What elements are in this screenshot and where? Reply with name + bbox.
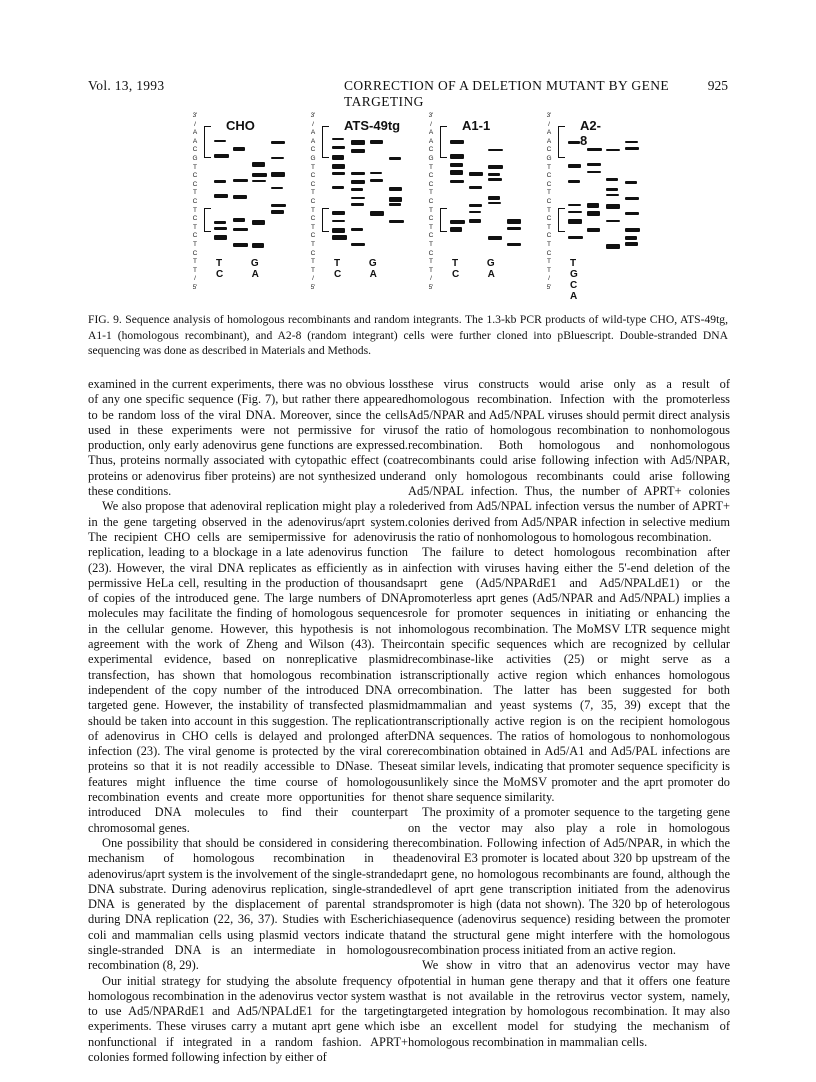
paragraph: The failure to detect homologous recombination after infection with viruses having either the 5'-end deletion of the aprt gene (Ad5/NPARdE1 and Ad5/NPALdE1) or the promoterless aprt genes (Ad5/NPAR and Ad5/NPAL) implies a role for promoter sequences in initiating or enhancing the homologous recombination. The MoMSV LTR sequence might contain specific sequences which are recognized by cellular recombinase-like activities (25) or might serve as a transcriptionally active region which enhances homologous recombination. The latter has been suggested for both mammalian and yeast systems (7, 35, 39) except that the transcriptionally active region is on the recipient homologous DNA sequences. The ratios of homologous to nonhomologous recombination obtained in Ad5/A1 and Ad5/PAL infections are at similar levels, indicating that promoter sequence specificity is unlikely since the MoMSV promoter and the aprt promoter do not share sequence similarity. <box>408 545 730 805</box>
gel-band <box>271 210 284 213</box>
gel-band <box>469 211 481 213</box>
gel-band <box>214 194 228 197</box>
gel-band <box>271 204 286 206</box>
gel-band <box>389 157 401 161</box>
sequence-bracket <box>322 126 329 158</box>
gel-band <box>488 165 503 169</box>
gel-band <box>625 242 638 245</box>
gel-band <box>332 220 345 222</box>
gel-band <box>214 227 227 231</box>
gel-band <box>332 228 345 233</box>
gel-band <box>389 203 401 206</box>
gel-band <box>214 140 226 143</box>
gel-panel <box>308 112 420 304</box>
sequence-bracket <box>558 126 565 158</box>
gel-band <box>233 179 248 182</box>
gel-band <box>587 228 600 233</box>
gel-band <box>606 244 620 248</box>
gel-band <box>625 181 637 184</box>
sequence-bracket <box>322 208 329 232</box>
gel-band <box>568 164 581 168</box>
gel-band <box>625 141 638 144</box>
paragraph: We show in vitro that an adenovirus vector may have potential in human gene therapy and that it offers one feature that is not available in the retrovirus vector system, namely, targeted integration by homologous recombination. It may also be an excellent model for studying the mechanism of homologous recombination in mammalian cells. <box>408 958 730 1049</box>
gel-band <box>568 141 580 144</box>
gel-band <box>271 187 283 189</box>
lane-labels: T G C A <box>334 258 390 280</box>
gel-band <box>488 178 502 181</box>
gel-band <box>271 141 285 144</box>
paragraph: We also propose that adenoviral replication might play a role in the gene targeting observed in the adenovirus/aprt system. The recipient CHO cells are semipermissive for adenovirus replication, leading to a blockage in a late adenovirus function (23). However, the viral DNA replicates as efficiently as in a permissive HeLa cell, resulting in the production of thousands of copies of the introduced gene. The large numbers of DNA molecules may facilitate the finding of homologous sequences in the cellular genome. However, this hypothesis is not in agreement with the work of Zheng and Wilson (43). Their experimental evidence, based on nonreplicative plasmid transfection, has shown that homologous recombination is independent of the copy number of the introduced DNA or targeted gene. However, the instability of transfected plasmid should be taken into account in this suggestion. The replication of adenovirus in CHO cells is delayed and prolonged after infection (23). The viral genome is protected by the viral core proteins so that it is not readily accessible to DNase. These features might influence the time course of homologous recombination events and create more opportunities for the introduced DNA molecules to find their counterpart chromosomal genes. <box>88 499 408 835</box>
gel-band <box>469 219 481 223</box>
sequence-bracket <box>204 126 211 158</box>
gel-band <box>568 204 581 206</box>
gel-band <box>332 138 344 140</box>
gel-band <box>450 140 464 144</box>
gel-band <box>332 164 345 169</box>
gel-band <box>568 180 580 183</box>
gel-band <box>351 197 365 199</box>
gel-band <box>332 146 345 148</box>
gel-band <box>606 204 620 209</box>
paragraph: Our initial strategy for studying the absolute frequency of homologous recombination in the adenovirus vector system was to use Ad5/NPARdE1 and Ad5/NPALdE1 for the targeting experiments. These viruses carry a mutant aprt gene which is nonfunctional if integrated in a random fashion. APRT+ colonies formed following infection by either of <box>88 973 408 1065</box>
gel-band <box>507 243 521 246</box>
gel-band <box>332 155 344 159</box>
paragraph: these virus constructs would arise only as a result of homologous recombination. Infection with the promoterless Ad5/NPAR and Ad5/NPAL viruses should permit direct analysis of the ratio of homologous recombination to nonhomologous recombination. Both homologous and nonhomologous recombinants could arise following infection with Ad5/NPAR, and only homologous recombinants could arise following Ad5/NPAL infection. Thus, the number of APRT+ colonies derived from Ad5/NPAL infection versus the number of APRT+ colonies derived from Ad5/NPAR infection in selective medium is the ratio of nonhomologous to homologous recombination. <box>408 377 730 544</box>
gel-band <box>450 227 462 232</box>
gel-band <box>625 197 639 200</box>
sequence-readout: 3' / A A C G T C C T C T C T C T C T T / 5' <box>310 112 316 291</box>
lane-labels: T G C A <box>216 258 272 280</box>
gel-band <box>233 228 248 231</box>
gel-band <box>252 162 265 166</box>
gel-band <box>351 228 363 231</box>
gel-band <box>568 236 583 239</box>
journal-volume: Vol. 13, 1993 <box>88 78 165 93</box>
right-text-column <box>408 377 730 1050</box>
panel-title: ATS-49tg <box>344 118 401 133</box>
gel-band <box>625 212 639 216</box>
gel-band <box>370 211 384 216</box>
gel-band <box>568 219 582 223</box>
sequence-readout: 3' / A A C G T C C T C T C T C T C T T / 5' <box>192 112 198 291</box>
page-number: 925 <box>707 78 728 93</box>
gel-band <box>233 218 245 221</box>
paragraph: One possibility that should be considered in considering the mechanism of homologous recombination in the adenovirus/aprt system is the involvement of the single-stranded DNA substrate. During adenovirus replication, single-stranded DNA is generated by the displacement of parental strands during DNA replication (22, 36, 37). Studies with Escherichia coli and mammalian cells using plasmid vectors indicate that single-stranded DNA is an intermediate in homologous recombination (8, 29). <box>88 835 408 973</box>
gel-band <box>587 171 601 173</box>
gel-band <box>214 221 226 224</box>
paragraph: examined in the current experiments, there was no obvious loss of any one specific sequence (Fig. 7), but rather there appeared to be random loss of the viral DNA. Moreover, since the cells used in these experiments were not permissive for virus production, only early adenovirus gene functions are expressed. Thus, proteins normally associated with cytopathic effect (coat proteins or adenovirus fiber proteins) are not synthesized under these conditions. <box>88 377 408 499</box>
gel-band <box>450 180 464 184</box>
gel-band <box>606 188 618 191</box>
gel-band <box>252 220 265 225</box>
gel-band <box>214 180 226 183</box>
gel-band <box>351 140 365 145</box>
gel-band <box>625 236 637 240</box>
sequence-bracket <box>558 208 565 232</box>
gel-band <box>587 163 601 167</box>
gel-band <box>351 243 365 246</box>
gel-band <box>214 235 227 240</box>
lane-labels: T G C A <box>452 258 508 280</box>
gel-panel <box>544 112 608 304</box>
lane-labels: T G C A <box>570 258 591 302</box>
gel-band <box>625 147 639 150</box>
gel-band <box>233 195 247 199</box>
sequence-bracket <box>204 208 211 232</box>
gel-band <box>351 149 365 153</box>
gel-band <box>332 235 347 240</box>
gel-panel <box>426 112 538 304</box>
gel-band <box>488 149 503 152</box>
gel-band <box>389 220 404 223</box>
gel-band <box>351 172 365 175</box>
gel-band <box>450 163 463 167</box>
gel-band <box>606 194 619 196</box>
gel-band <box>370 140 383 144</box>
sequence-bracket <box>440 208 447 232</box>
figure-caption: FIG. 9. Sequence analysis of homologous recombinants and random integrants. The 1.3-kb PCR products of wild-type CHO, ATS-49tg, A1-1 (homologous recombinant), and A2-8 (random integrant) cells were further cloned into pBluescript. Double-stranded DNA sequencing was done as described in Materials and Methods. <box>88 313 728 357</box>
gel-band <box>469 204 482 208</box>
gel-band <box>351 180 365 183</box>
gel-band <box>568 211 582 213</box>
gel-band <box>252 180 266 182</box>
gel-band <box>450 220 465 223</box>
gel-band <box>488 202 501 204</box>
gel-band <box>271 172 285 177</box>
panel-title: A2-8 <box>580 118 601 148</box>
gel-band <box>351 203 364 207</box>
gel-band <box>488 236 502 241</box>
gel-band <box>252 173 267 178</box>
gel-band <box>450 154 464 159</box>
gel-band <box>606 220 620 222</box>
figure-9-sequencing-gels <box>190 112 610 304</box>
gel-band <box>351 188 363 191</box>
gel-band <box>370 172 382 174</box>
gel-panel <box>190 112 302 304</box>
gel-band <box>332 211 345 215</box>
gel-band <box>587 148 602 151</box>
running-header <box>88 78 728 109</box>
gel-band <box>233 243 248 246</box>
gel-band <box>488 173 500 176</box>
gel-band <box>450 170 463 174</box>
gel-band <box>233 147 245 151</box>
sequence-readout: 3' / A A C G T C C T C T C T C T C T T / 5' <box>546 112 552 291</box>
gel-band <box>271 157 284 159</box>
sequence-readout: 3' / A A C G T C C T C T C T C T C T T / 5' <box>428 112 434 291</box>
gel-band <box>469 186 482 189</box>
gel-band <box>606 178 618 181</box>
left-text-column <box>88 377 408 1065</box>
gel-band <box>507 227 521 230</box>
gel-band <box>214 154 229 158</box>
gel-band <box>389 187 402 191</box>
panel-title: A1-1 <box>462 118 491 133</box>
panel-title: CHO <box>226 118 255 133</box>
gel-band <box>252 243 264 248</box>
gel-band <box>606 149 620 151</box>
gel-band <box>332 172 345 175</box>
gel-band <box>469 172 483 176</box>
gel-band <box>488 196 500 200</box>
paragraph: The proximity of a promoter sequence to the targeting gene on the vector may also play a role in homologous recombination. Following infection of Ad5/NPAR, in which the adenoviral E3 promoter is located about 320 bp upstream of the aprt gene, no homologous recombinants are found, although the level of aprt gene transcription initiated from the adenovirus promoter is high (data not shown). The 320 bp of heterologous sequence (adenovirus sequence) residing between the promoter and the structural gene might interfere with the homologous recombination process initiated from an active region. <box>408 805 730 957</box>
sequence-bracket <box>440 126 447 158</box>
gel-band <box>625 228 640 232</box>
gel-band <box>370 179 383 183</box>
gel-band <box>507 219 521 224</box>
gel-band <box>389 197 402 202</box>
gel-band <box>587 211 600 216</box>
gel-band <box>587 203 599 208</box>
running-title: CORRECTION OF A DELETION MUTANT BY GENE TARGETING <box>344 78 670 109</box>
gel-band <box>332 186 344 189</box>
